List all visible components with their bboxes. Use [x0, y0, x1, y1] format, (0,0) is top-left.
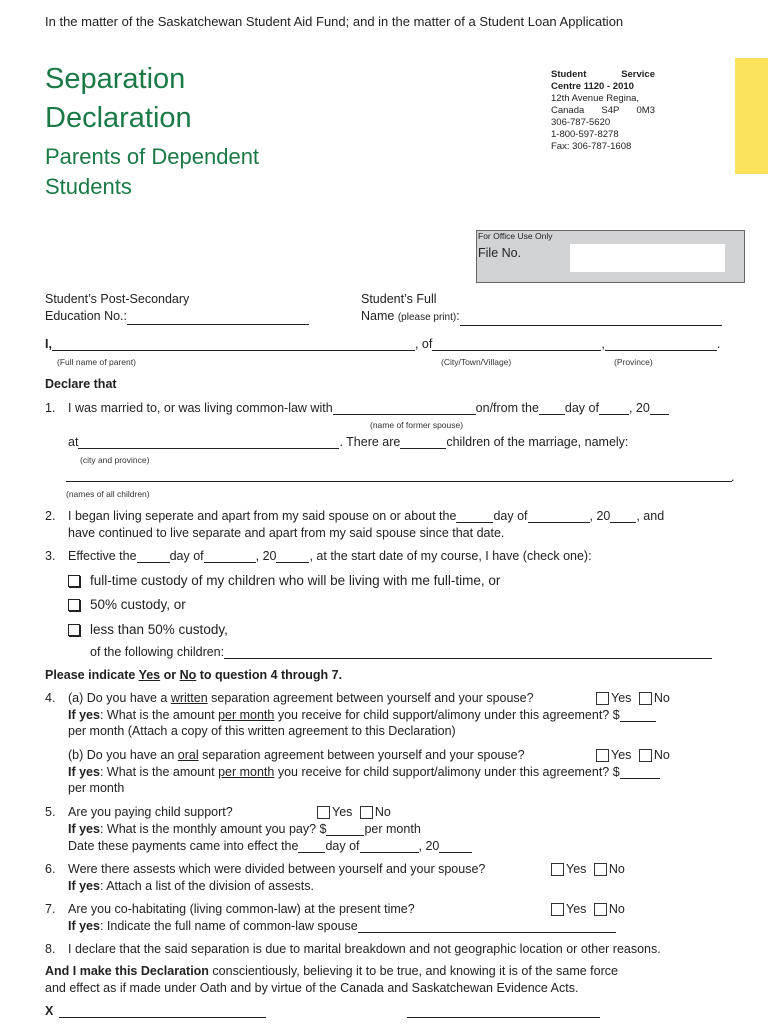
q6-question: Were there assests which were divided between yourself and your spouse?: [68, 862, 486, 876]
yes-checkbox[interactable]: [596, 749, 609, 762]
q4b-amount-field[interactable]: [620, 766, 660, 779]
q4a-question: (a) Do you have a written separation agreement between yourself and your spouse?: [68, 691, 534, 705]
q4a-amount-field[interactable]: [620, 709, 656, 722]
no-checkbox[interactable]: [594, 903, 607, 916]
common-law-spouse-field[interactable]: [358, 920, 616, 933]
q5-question: Are you paying child support?: [68, 805, 233, 819]
q5-amount-field[interactable]: [326, 823, 364, 836]
following-children-field[interactable]: [224, 646, 712, 659]
address-postal-1: S4P: [601, 105, 620, 116]
address-line-3: 12th Avenue Regina,: [551, 93, 640, 104]
q2-month-field[interactable]: [528, 510, 590, 523]
q6-yes-no: Yes No: [551, 862, 625, 876]
page-subtitle: [45, 142, 259, 202]
subtitle-line-2: Students: [45, 174, 132, 199]
declarant-line: I, , of , .: [45, 337, 721, 351]
label-province: (Province): [614, 357, 653, 367]
children-names-field[interactable]: [66, 481, 732, 482]
q7-question: Are you co-habitating (living common-law) at the present time?: [68, 902, 415, 916]
address-line-4: [551, 105, 655, 117]
student-edu-field[interactable]: [127, 312, 309, 325]
yellow-side-tab: [735, 58, 768, 174]
q3-option-fulltime[interactable]: full-time custody of my children who will be living with me full-time, or: [68, 573, 500, 588]
q3-day-field[interactable]: [137, 550, 170, 563]
q5-number: 5.: [45, 805, 56, 819]
address-phone: 306-787-5620: [551, 117, 611, 128]
address-block: [551, 69, 655, 153]
q1-line2: at . There are children of the marriage, namely:: [68, 435, 629, 449]
title-line-2: Declaration: [45, 102, 192, 134]
label-city: (City/Town/Village): [441, 357, 512, 367]
address-country: Canada: [551, 105, 585, 116]
title-line-1: Separation: [45, 63, 186, 95]
q1-year-field[interactable]: [650, 402, 669, 415]
label-parent: (Full name of parent): [57, 357, 136, 367]
children-count-field[interactable]: [400, 436, 446, 449]
office-use-box: [476, 230, 745, 283]
no-checkbox[interactable]: [594, 863, 607, 876]
yes-checkbox[interactable]: [317, 806, 330, 819]
q4a-yes-no: Yes No: [596, 691, 670, 705]
q2-number: 2.: [45, 509, 56, 523]
q5-yes-no: Yes No: [317, 805, 391, 819]
label-children: (names of all children): [66, 489, 150, 499]
q4b-question: (b) Do you have an oral separation agreement between yourself and your spouse?: [68, 748, 525, 762]
city-field[interactable]: [432, 338, 601, 351]
second-signature-field[interactable]: [407, 1017, 600, 1018]
q3-month-field[interactable]: [204, 550, 256, 563]
q2-day-field[interactable]: [456, 510, 493, 523]
signature-field[interactable]: [59, 1005, 266, 1018]
q2-line1: I began living seperate and apart from my said spouse on or about the day of , 20 , and: [68, 509, 665, 523]
q4-number: 4.: [45, 691, 56, 705]
q8-statement: I declare that the said separation is due to marital breakdown and not geographic location or other reasons.: [68, 942, 661, 956]
address-service: Service: [621, 69, 655, 80]
q1-month-field[interactable]: [599, 402, 629, 415]
subtitle-line-1: Parents of Dependent: [45, 144, 260, 169]
q3-year-field[interactable]: [276, 550, 309, 563]
label-city-province: (city and province): [80, 455, 150, 465]
q5-day-field[interactable]: [298, 840, 325, 853]
yes-checkbox[interactable]: [551, 903, 564, 916]
q3-following: of the following children:: [90, 645, 712, 659]
q3-number: 3.: [45, 549, 56, 563]
header-text: In the matter of the Saskatchewan Student Aid Fund; and in the matter of a Student Loan Application: [45, 14, 624, 29]
student-name-label: Student’s Full Name (please print):: [361, 291, 722, 326]
q5-date-line: Date these payments came into effect the day of , 20: [68, 839, 472, 853]
checkbox-icon[interactable]: [68, 575, 80, 587]
address-postal-2: 0M3: [636, 105, 655, 116]
q5-month-field[interactable]: [360, 840, 419, 853]
q4b-ifyes: If yes: What is the amount per month you receive for child support/alimony under this agreement? $: [68, 765, 660, 779]
checkbox-icon[interactable]: [68, 599, 80, 611]
indicate-instruction: Please indicate Yes or No to question 4 through 7.: [45, 668, 343, 682]
q7-ifyes: If yes: Indicate the full name of common-law spouse: [68, 919, 616, 933]
parent-name-field[interactable]: [52, 338, 415, 351]
final-declaration-line2: and effect as if made under Oath and by virtue of the Canada and Saskatchewan Evidence Acts.: [45, 981, 579, 995]
children-period: .: [731, 470, 735, 484]
signature-line: [45, 1004, 266, 1018]
q6-number: 6.: [45, 862, 56, 876]
address-line-2: Centre 1120 - 2010: [551, 81, 634, 92]
comma: ,: [601, 337, 605, 351]
address-tollfree: 1-800-597-8278: [551, 129, 619, 140]
file-no-label: File No.: [478, 246, 522, 260]
checkbox-icon[interactable]: [68, 624, 80, 636]
q5-ifyes: If yes: What is the monthly amount you pay? $ per month: [68, 822, 421, 836]
student-name-field[interactable]: [460, 313, 722, 326]
q4a-ifyes: If yes: What is the amount per month you receive for child support/alimony under this agreement? $: [68, 708, 656, 722]
q4a-line3: per month (Attach a copy of this written agreement to this Declaration): [68, 724, 456, 738]
page-title: [45, 60, 192, 138]
q7-yes-no: Yes No: [551, 902, 625, 916]
q7-number: 7.: [45, 902, 56, 916]
no-checkbox[interactable]: [360, 806, 373, 819]
q1-line1: I was married to, or was living common-law with on/from the day of , 20: [68, 401, 669, 415]
q1-city-field[interactable]: [78, 436, 339, 449]
label-former-spouse: (name of former spouse): [370, 420, 464, 430]
address-student: Student: [551, 69, 587, 80]
yes-checkbox[interactable]: [551, 863, 564, 876]
no-checkbox[interactable]: [639, 749, 652, 762]
q3-option-less[interactable]: less than 50% custody,: [68, 622, 228, 637]
office-use-label: For Office Use Only: [478, 231, 553, 241]
declare-that: Declare that: [45, 377, 117, 391]
q1-day-field[interactable]: [539, 402, 565, 415]
q1-number: 1.: [45, 401, 56, 415]
q3-option-50[interactable]: 50% custody, or: [68, 597, 186, 612]
q4b-line3: per month: [68, 781, 125, 795]
former-spouse-field[interactable]: [333, 402, 476, 415]
q5-year-field[interactable]: [439, 840, 472, 853]
no-checkbox[interactable]: [639, 692, 652, 705]
q2-year-field[interactable]: [610, 510, 636, 523]
yes-checkbox[interactable]: [596, 692, 609, 705]
province-field[interactable]: [605, 338, 717, 351]
student-edu-label: Student’s Post-Secondary Education No.:: [45, 291, 309, 325]
q8-number: 8.: [45, 942, 56, 956]
q3-line1: Effective the day of , 20 , at the start date of my course, I have (check one):: [68, 549, 592, 563]
q4b-yes-no: Yes No: [596, 748, 670, 762]
q2-line2: have continued to live separate and apart from my said spouse since that date.: [68, 526, 505, 540]
x-mark: X: [45, 1004, 54, 1018]
final-declaration-line1: And I make this Declaration conscientiously, believing it to be true, and knowing it is of the same force: [45, 964, 618, 978]
q6-ifyes: If yes: Attach a list of the division of assests.: [68, 879, 314, 893]
address-line-1: [551, 69, 655, 81]
file-no-input[interactable]: [570, 244, 725, 272]
address-fax: Fax: 306-787-1608: [551, 141, 632, 152]
